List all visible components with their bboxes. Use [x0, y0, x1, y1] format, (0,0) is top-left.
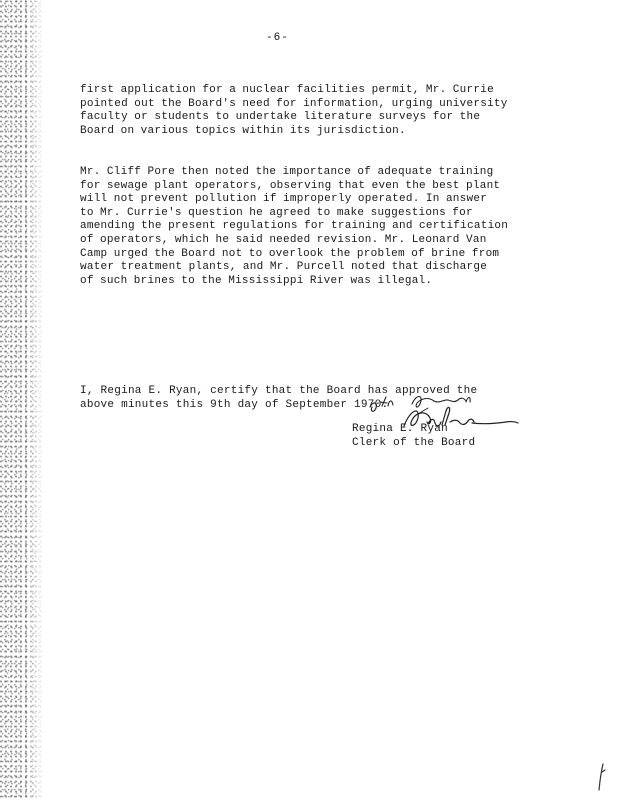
paragraph-operator-training: Mr. Cliff Pore then noted the importance of adequate training for sewage plant operators, observing that even the best plant will not prevent pollution if improperly operated. In answer to Mr. Currie's question he agreed to make suggestions for amending the present regulations for training and certification of operators, which he said needed revision. Mr. Leonard Van Camp urged the Board not to overlook the problem of brine from water treatment plants, and Mr. Purcell noted that discharge of such brines to the Mississippi River was illegal. — [80, 166, 509, 287]
corner-pen-mark-icon — [596, 762, 608, 792]
page-number: -6- — [266, 32, 289, 44]
signer-title: Clerk of the Board — [352, 436, 476, 449]
certification-statement: I, Regina E. Ryan, certify that the Board has approved the above minutes this 9th day of September 1970. — [80, 385, 478, 411]
scan-noise-edge — [0, 0, 44, 800]
signature-block — [352, 423, 475, 450]
paragraph-nuclear-permit: first application for a nuclear facilities permit, Mr. Currie pointed out the Board's need for information, urging university faculty or students to undertake literature surveys for the Board on various topics within its jurisdiction. — [80, 84, 508, 137]
signer-name: Regina E. Ryan — [352, 423, 448, 435]
